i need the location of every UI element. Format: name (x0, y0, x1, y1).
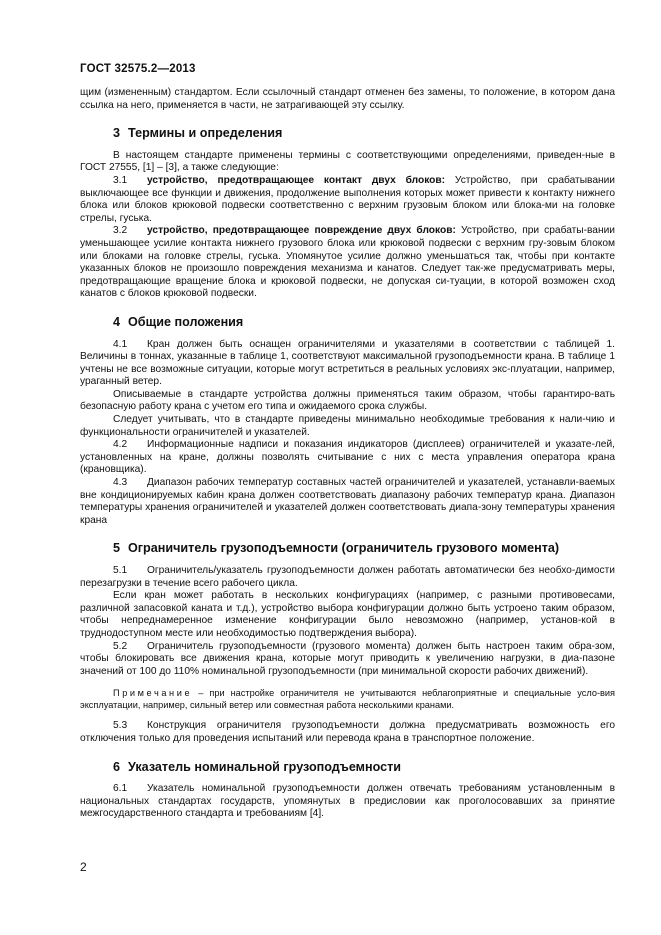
paragraph: В настоящем стандарте применены термины с соответствующими определениями, приведен-ные в ГОСТ 27555, [1] – [3], а также следующие: (80, 149, 615, 174)
clause-text: Ограничитель/указатель грузоподъемности должен работать автоматически без необхо-димости перезагрузки в течение всего рабочего цикла. (80, 565, 615, 589)
clause (80, 641, 615, 679)
page-number: 2 (80, 860, 87, 874)
section-title: Указатель номинальной грузоподъемности (128, 759, 402, 774)
paragraph: Описываемые в стандарте устройства должны применяться таким образом, чтобы гарантиро-вать безопасную работу крана с учетом его типа и ожидаемого срока службы. (80, 388, 615, 413)
clause (80, 720, 615, 745)
clause-number: 5.3 (113, 720, 128, 732)
clause-text: Указатель номинальной грузоподъемности должен отвечать требованиям установленным в национальных стандартах государств, упомянутых в предисловии как проголосовавших за принятие межгосударственного стандарта и требованиям [4]. (80, 783, 615, 820)
section-number: 4 (113, 314, 121, 329)
clause-number: 3.1 (113, 174, 128, 186)
term-name: устройство, предотвращающее контакт двух блоков: (147, 174, 446, 186)
clause-text: Кран должен быть оснащен ограничителями и указателями в соответствии с таблицей 1. Величины в тоннах, указанные в таблице 1, соответствуют максимальной грузоподъемности крана. В таблице 1 учтены не все возможные ситуации, которые могут встретиться в реальных условиях экс-плуатации, например, ураганный ветер. (80, 338, 615, 388)
section-title: Термины и определения (128, 126, 283, 141)
clause-number: 5.2 (113, 640, 128, 652)
clause-text: Конструкция ограничителя грузоподъемности должна предусматривать возможность его отключения только для проведения испытаний или перевода крана в транспортное положение. (80, 720, 615, 744)
section-number: 5 (113, 541, 121, 556)
term-definition (80, 175, 615, 225)
section-number: 3 (113, 126, 121, 141)
clause (80, 565, 615, 590)
note-label: Примечание (113, 688, 193, 699)
clause-text: Информационные надписи и показания индикаторов (дисплеев) ограничителей и указате-лей, установленных на кране, должны позволять считывание с них с места управления оператора крана (крановщика). (80, 439, 615, 476)
term-text: Устройство, при срабатывании выключающее все функции и движения, продолжение выполнения которых может привести к контакту нижнего блока или блоков крюковой подвески соответственно с верхним грузовым блоком или блока-ми на головке стрелы, гуська. (80, 174, 615, 224)
term-name: устройство, предотвращающее повреждение двух блоков: (147, 225, 456, 237)
paragraph: Следует учитывать, что в стандарте приведены минимально необходимые требования к нали-чию и функциональности ограничителей и указателей. (80, 414, 615, 438)
clause (80, 783, 615, 821)
section-number: 6 (113, 759, 121, 774)
clause-number: 6.1 (113, 783, 128, 795)
section-6-heading (80, 761, 615, 774)
section-3-heading (80, 127, 615, 140)
clause-number: 5.1 (113, 565, 128, 576)
intro-paragraph: щим (измененным) стандартом. Если ссылочный стандарт отменен без замены, то положение, в котором дана ссылка на него, применяется в части, не затрагивающей эту ссылку. (80, 87, 615, 111)
clause-number: 4.3 (113, 477, 128, 489)
clause (80, 439, 615, 477)
clause-text: Ограничитель грузоподъемности (грузового момента) должен быть настроен таким обра-зом, чтобы блокировать все движения крана, которые могут приводить к увеличению нагрузки, в диа-пазоне значений от 100 до 110% номинальной грузоподъемности (при минимальной скорости рабочих движений). (80, 640, 615, 677)
clause (80, 477, 615, 527)
term-text: Устройство, при срабаты-вании уменьшающее усилие контакта нижнего грузового блока или крюковой подвески с верхним гру-зовым блоком или блоками на головке стрелы, гуська. Упомянутое усилие должно уменьшаться так, чтобы при контакте указанных блоков не произошло повреждения механизма и канатов. Следует так-же предусматривать меры, предотвращающие вращение блока и крюковой подвески, не допуская си-туации, в которой возможен сход канатов с блоков крюковой подвески. (80, 225, 615, 300)
section-title: Ограничитель грузоподъемности (ограничитель грузового момента) (128, 541, 560, 556)
section-title: Общие положения (128, 314, 244, 329)
note (80, 687, 615, 711)
clause-text: Диапазон рабочих температур составных частей ограничителей и указателей, устанавли-ваемых вне кондиционируемых кабин крана должен соответствовать диапазону рабочих температур крана. Диапазон температуры хранения ограничителей и указателей должен соответствовать диапа-зону температуры хранения крана (80, 477, 615, 526)
clause-number: 3.2 (113, 225, 128, 237)
document-body (80, 87, 615, 821)
clause-number: 4.1 (113, 338, 128, 350)
clause-number: 4.2 (113, 439, 128, 451)
section-4-heading (80, 316, 615, 329)
term-definition (80, 225, 615, 301)
note-text: – при настройке ограничителя не учитываются неблагоприятные и специальные усло-вия эксплуатации, например, сильный ветер или совместная работа несколькими кранами. (80, 688, 615, 711)
document-header: ГОСТ 32575.2—2013 (80, 63, 196, 75)
paragraph: Если кран может работать в нескольких конфигурациях (например, с разными противовесами, различной запасовкой каната и т.д.), устройство выбора конфигурации должно быть устроено таким образом, чтобы непреднамеренное изменение конфигурации было невозможно (например, установ-кой в труднодоступном месте или необходимостью подтверждения выбора). (80, 590, 615, 639)
section-5-heading (80, 542, 615, 555)
clause (80, 339, 615, 389)
